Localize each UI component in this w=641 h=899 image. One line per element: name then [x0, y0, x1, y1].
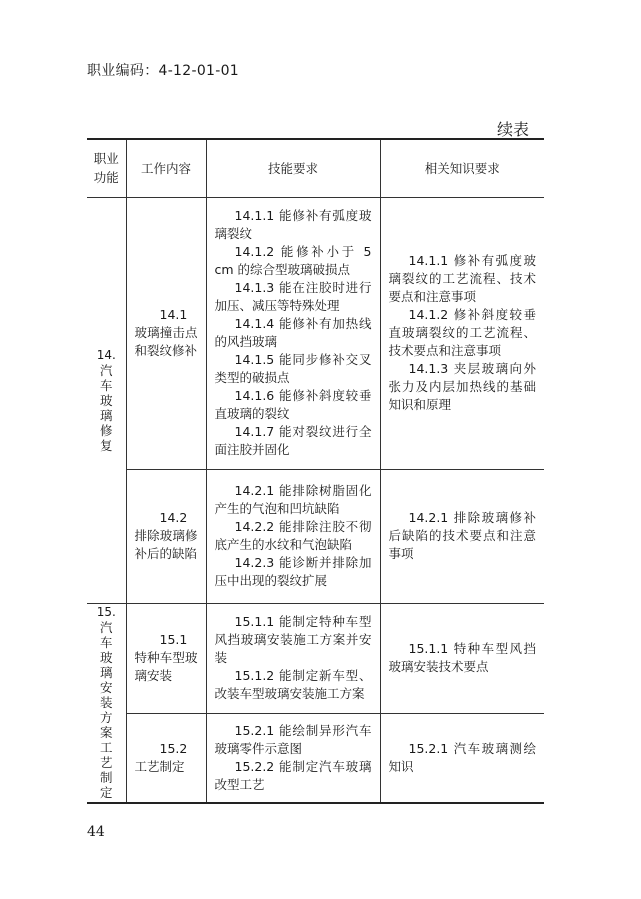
table-row [87, 197, 544, 469]
table-row [87, 469, 544, 603]
work-content-cell: 14.1 玻璃撞击点和裂纹修补 [126, 197, 206, 469]
work-content-cell: 15.1 特种车型玻璃安装 [126, 603, 206, 713]
occupation-code: 职业编码：4-12-01-01 [87, 63, 240, 79]
knowledge-cell: 14.2.1 排除玻璃修补后缺陷的技术要点和注意事项 [380, 469, 544, 603]
work-content-cell: 15.2 工艺制定 [126, 713, 206, 803]
header-function: 职业功能 [87, 139, 126, 197]
knowledge-cell: 15.1.1 特种车型风挡玻璃安装技术要点 [380, 603, 544, 713]
header-skill: 技能要求 [206, 139, 380, 197]
skill-cell: 15.1.1 能制定特种车型风挡玻璃安装施工方案并安装 15.1.2 能制定新车型、改装车型玻璃安装施工方案 [206, 603, 380, 713]
continued-label: 续表 [497, 120, 530, 139]
knowledge-cell: 15.2.1 汽车玻璃测绘知识 [380, 713, 544, 803]
page-number: 44 [87, 824, 105, 840]
skill-cell: 14.2.1 能排除树脂固化产生的气泡和凹坑缺陷 14.2.2 能排除注胶不彻底产生的水纹和气泡缺陷 14.2.3 能诊断并排除加压中出现的裂纹扩展 [206, 469, 380, 603]
skill-cell: 14.1.1 能修补有弧度玻璃裂纹 14.1.2 能修补小于 5 cm 的综合型玻璃破损点 14.1.3 能在注胶时进行加压、减压等特殊处理 14.1.4 能修补有加热线的风挡玻璃 14.1.5 能同步修补交叉类型的破损点 14.1.6 能修补斜度较垂直玻璃的裂纹 14.1.7 能对裂纹进行全面注胶并固化 [206, 197, 380, 469]
skill-cell: 15.2.1 能绘制异形汽车玻璃零件示意图 15.2.2 能制定汽车玻璃改型工艺 [206, 713, 380, 803]
table-row [87, 603, 544, 713]
header-knowledge: 相关知识要求 [380, 139, 544, 197]
table-row [87, 713, 544, 803]
skills-table [87, 138, 544, 804]
function-cell: 14. 汽车玻璃修复 [87, 197, 126, 603]
function-cell: 15. 汽车玻璃安装方案工艺制定 [87, 603, 126, 803]
work-content-cell: 14.2 排除玻璃修补后的缺陷 [126, 469, 206, 603]
knowledge-cell: 14.1.1 修补有弧度玻璃裂纹的工艺流程、技术要点和注意事项 14.1.2 修补斜度较垂直玻璃裂纹的工艺流程、技术要点和注意事项 14.1.3 夹层玻璃向外张力及内层加热线的基础知识和原理 [380, 197, 544, 469]
header-work: 工作内容 [126, 139, 206, 197]
